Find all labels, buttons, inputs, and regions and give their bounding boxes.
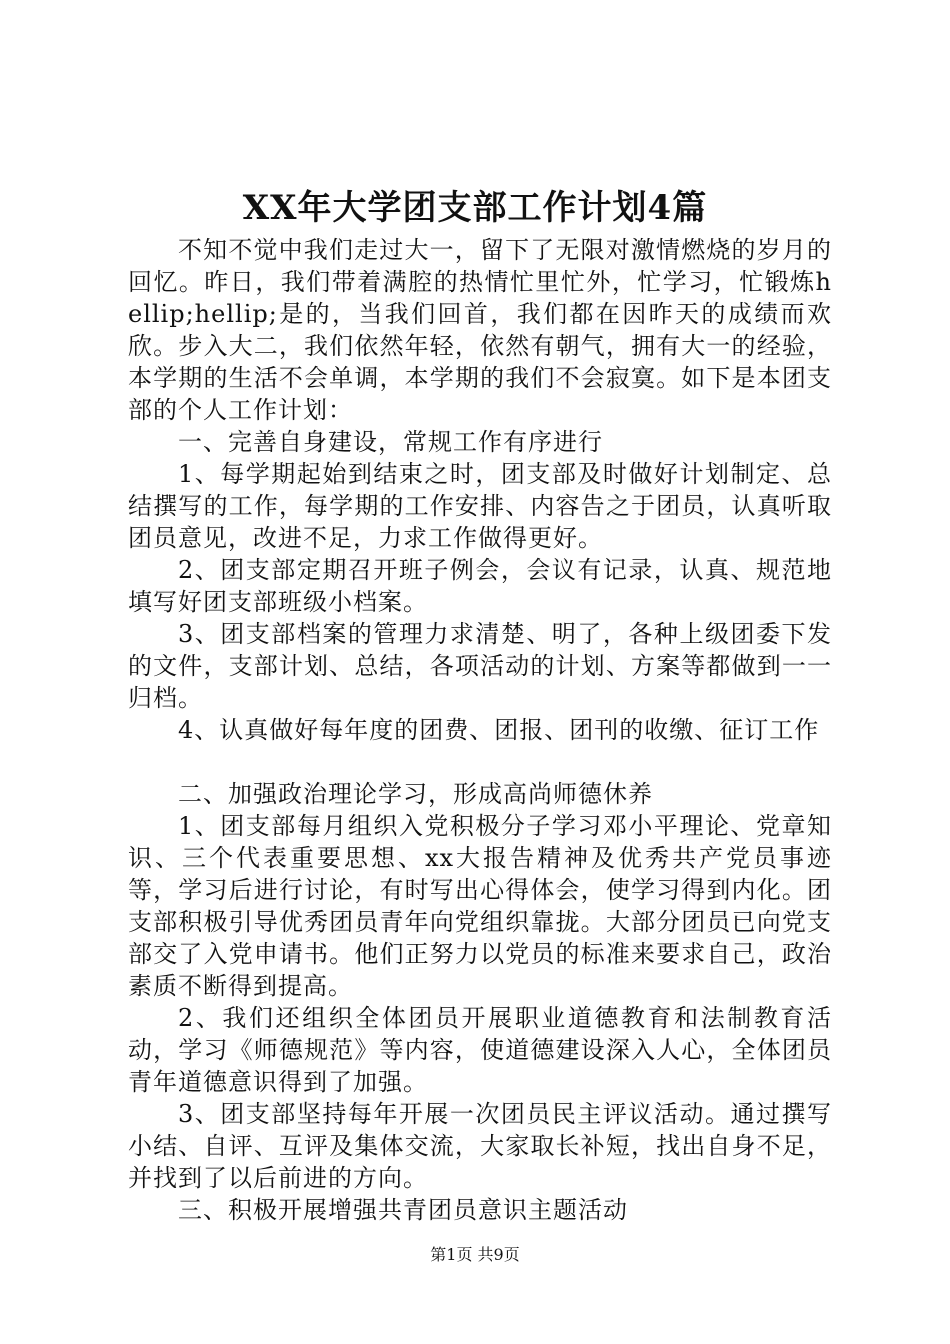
section-heading-1: 一、完善自身建设，常规工作有序进行 bbox=[178, 428, 603, 456]
paragraph-1-1: 1、每学期起始到结束之时，团支部及时做好计划制定、总结撰写的工作，每学期的工作安排、内容告之于团员，认真听取团员意见，改进不足，力求工作做得更好。 bbox=[128, 460, 832, 552]
page-number: 第1页 共9页 bbox=[430, 1245, 520, 1264]
paragraph-1-3: 3、团支部档案的管理力求清楚、明了，各种上级团委下发的文件，支部计划、总结，各项活动的计划、方案等都做到一一归档。 bbox=[128, 620, 832, 712]
paragraph-intro: 不知不觉中我们走过大一，留下了无限对激情燃烧的岁月的回忆。昨日，我们带着满腔的热情忙里忙外，忙学习，忙锻炼hellip;hellip;是的，当我们回首，我们都在因昨天的成绩而欢欣。步入大二，我们依然年轻，依然有朝气，拥有大一的经验，本学期的生活不会单调，本学期的我们不会寂寞。如下是本团支部的个人工作计划： bbox=[128, 236, 832, 424]
blank-line bbox=[128, 746, 832, 778]
paragraph-1-2: 2、团支部定期召开班子例会，会议有记录，认真、规范地填写好团支部班级小档案。 bbox=[128, 556, 832, 616]
document-title: XX年大学团支部工作计划4篇 bbox=[242, 188, 708, 228]
paragraph-2-1: 1、团支部每月组织入党积极分子学习邓小平理论、党章知识、三个代表重要思想、xx大报告精神及优秀共产党员事迹等，学习后进行讨论，有时写出心得体会，使学习得到内化。团支部积极引导优秀团员青年向党组织靠拢。大部分团员已向党支部交了入党申请书。他们正努力以党员的标准来要求自己，政治素质不断得到提高。 bbox=[128, 812, 832, 1000]
paragraph-2-2: 2、我们还组织全体团员开展职业道德教育和法制教育活动，学习《师德规范》等内容，使道德建设深入人心，全体团员青年道德意识得到了加强。 bbox=[128, 1004, 832, 1096]
paragraph-2-3: 3、团支部坚持每年开展一次团员民主评议活动。通过撰写小结、自评、互评及集体交流，大家取长补短，找出自身不足，并找到了以后前进的方向。 bbox=[128, 1100, 832, 1192]
document-body bbox=[128, 234, 832, 1226]
paragraph-1-4: 4、认真做好每年度的团费、团报、团刊的收缴、征订工作 bbox=[178, 716, 820, 744]
section-heading-2: 二、加强政治理论学习，形成高尚师德休养 bbox=[178, 780, 653, 808]
section-heading-3: 三、积极开展增强共青团员意识主题活动 bbox=[178, 1196, 628, 1224]
